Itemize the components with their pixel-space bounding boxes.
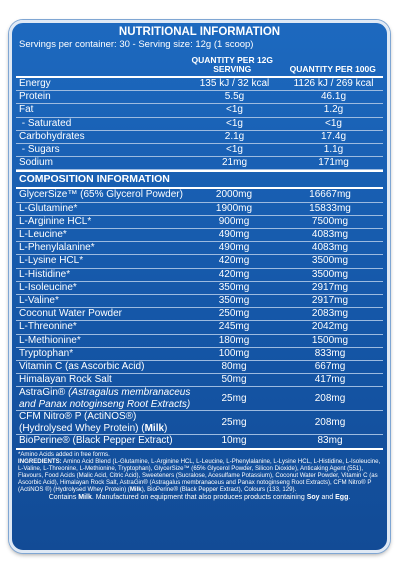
nutrition-per-serving: 2.1g [224,130,245,142]
nutrition-per-serving: 5.5g [224,91,245,103]
cfm-name: CFM Nitro® P (ActiNOS®) [19,411,137,423]
bioperine-per-100g: 83mg [317,435,343,447]
ingredients-text: INGREDIENTS: Amino Acid Blend (L-Glutamine, L-Arginine HCL, L-Leucine, L-Phenylalanine, L-Lysine HCL, L-Histidine, L-Isoleucine, L-Valine, L-Threonine, L-Methionine, Tryptophan), GlycerSize™ (65% Glycerol Powder, Silicon Dioxide), Anticaking Agent (551), Flavours, Food Acids (Malic Acid, Citric Acid), Sweeteners (Sucralose, Acesulfame Potassium), Coconut Water Powder, Vitamin C (as Ascorbic Acid), Himalayan Rock Salt, AstraGin® (Astragalus membranaceus and Panax notoginseng Root Extracts), CFM Nitro® P (ActiNOS ®) (Hydrolysed Whey Protein) (Milk), BioPerine® (Black Pepper Extract), Colours (133, 129). [18,457,381,494]
nutrition-row [16,104,383,117]
panel-title: NUTRITIONAL INFORMATION [118,26,281,38]
composition-name: L-Arginine HCL* [19,215,92,227]
composition-row [16,282,383,295]
header-per-100g: QUANTITY PER 100G [289,64,376,74]
composition-per-serving: 250mg [218,308,250,320]
composition-row [16,242,383,255]
composition-per-serving: 100mg [218,347,250,359]
nutrition-name: Fat [19,104,34,116]
nutrition-per-100g: 17.4g [320,130,347,142]
cfm-per-serving: 25mg [221,417,247,429]
composition-name: Vitamin C (as Ascorbic Acid) [19,361,145,373]
nutrition-row [16,78,383,91]
bioperine-per-serving: 10mg [221,435,247,447]
composition-name: Coconut Water Powder [19,308,123,320]
nutrition-per-100g: 171mg [318,157,349,169]
composition-row [16,189,383,202]
amino-footnote: *Amino Acids added in free forms. [18,450,110,458]
nutrition-row [16,157,383,170]
composition-name: GlycerSize™ (65% Glycerol Powder) [19,189,183,201]
composition-row [16,216,383,229]
composition-name: Tryptophan* [19,347,74,359]
composition-row [16,321,383,334]
nutrition-per-serving: <1g [226,104,243,116]
composition-per-serving: 245mg [218,321,250,333]
composition-per-serving: 1900mg [215,202,253,214]
composition-per-100g: 4083mg [311,242,349,254]
nutrition-per-serving: 21mg [221,157,247,169]
nutrition-per-serving: <1g [226,144,243,156]
composition-row [16,348,383,361]
astragin-per-100g: 208mg [314,393,346,405]
composition-per-serving: 2000mg [215,189,253,201]
composition-per-100g: 16667mg [309,189,351,201]
astragin-row: AstraGin® (Astragalus membranaceus and Panax notoginseng Root Extracts) 25mg 208mg [16,387,383,411]
composition-per-serving: 350mg [218,281,250,293]
composition-per-100g: 4083mg [311,229,349,241]
bioperine-row [16,435,383,449]
composition-per-serving: 80mg [221,361,247,373]
column-headers [16,51,383,78]
composition-per-serving: 50mg [221,374,247,386]
composition-per-serving: 420mg [218,268,250,280]
composition-row [16,269,383,282]
nutrition-table [12,78,387,170]
composition-per-serving: 490mg [218,229,250,241]
allergen-statement: Contains Milk. Manufactured on equipment that also produces products containing Soy and Egg. [48,494,351,502]
composition-per-serving: 490mg [218,242,250,254]
composition-per-100g: 7500mg [311,215,349,227]
composition-name: L-Leucine* [19,229,67,241]
nutrition-per-100g: <1g [325,117,342,129]
cfm-row: CFM Nitro® P (ActiNOS®) (Hydrolysed Whey Protein) (Milk) 25mg 208mg [16,411,383,435]
composition-title: COMPOSITION INFORMATION [16,170,383,189]
nutrition-row [16,91,383,104]
nutrition-row [16,144,383,157]
header-per-serving: QUANTITY PER 12G SERVING [191,55,274,74]
composition-row [16,374,383,387]
bioperine-name: BioPerine® (Black Pepper Extract) [19,435,173,447]
composition-per-serving: 420mg [218,255,250,267]
nutrition-per-serving: <1g [226,117,243,129]
composition-name: Himalayan Rock Salt [19,374,112,386]
nutrition-row [16,118,383,131]
nutrition-row [16,131,383,144]
composition-name: L-Methionine* [19,334,81,346]
serving-info: Servings per container: 30 - Serving size: 12g (1 scoop) [19,39,254,50]
composition-per-100g: 417mg [314,374,346,386]
composition-per-100g: 1500mg [311,334,349,346]
composition-per-serving: 350mg [218,295,250,307]
composition-per-100g: 3500mg [311,268,349,280]
nutrition-per-100g: 1126 kJ / 269 kcal [293,78,374,89]
composition-per-100g: 3500mg [311,255,349,267]
composition-name: L-Histidine* [19,268,71,280]
composition-name: L-Lysine HCL* [19,255,84,267]
nutrition-name: Protein [19,91,51,103]
composition-row [16,361,383,374]
composition-per-100g: 2917mg [311,281,349,293]
footer-text [18,451,381,502]
nutrition-name: Energy [19,78,51,89]
composition-per-serving: 900mg [218,215,250,227]
nutrition-per-100g: 46.1g [320,91,347,103]
cfm-per-100g: 208mg [314,417,346,429]
composition-row [16,295,383,308]
composition-per-100g: 2042mg [311,321,349,333]
composition-row [16,229,383,242]
composition-row [16,255,383,268]
composition-row [16,203,383,216]
nutrition-panel [9,20,390,553]
composition-row [16,335,383,348]
composition-table [12,189,387,387]
composition-name: L-Glutamine* [19,202,78,214]
composition-row [16,308,383,321]
composition-name: L-Phenylalanine* [19,242,95,254]
nutrition-name: Carbohydrates [19,130,85,142]
composition-per-100g: 2917mg [311,295,349,307]
nutrition-name: - Saturated [19,117,72,129]
astragin-per-serving: 25mg [221,393,247,405]
nutrition-name: Sodium [19,157,53,169]
nutrition-name: - Sugars [19,144,60,156]
composition-per-100g: 15833mg [309,202,351,214]
astragin-name: AstraGin® [19,387,69,399]
nutrition-per-serving: 135 kJ / 32 kcal [199,78,270,89]
composition-per-serving: 180mg [218,334,250,346]
composition-per-100g: 667mg [314,361,346,373]
composition-name: L-Valine* [19,295,59,307]
nutrition-per-100g: 1.1g [323,144,344,156]
composition-name: L-Threonine* [19,321,77,333]
composition-per-100g: 833mg [314,347,346,359]
composition-per-100g: 2083mg [311,308,349,320]
nutrition-per-100g: 1.2g [323,104,344,116]
composition-name: L-Isoleucine* [19,281,77,293]
